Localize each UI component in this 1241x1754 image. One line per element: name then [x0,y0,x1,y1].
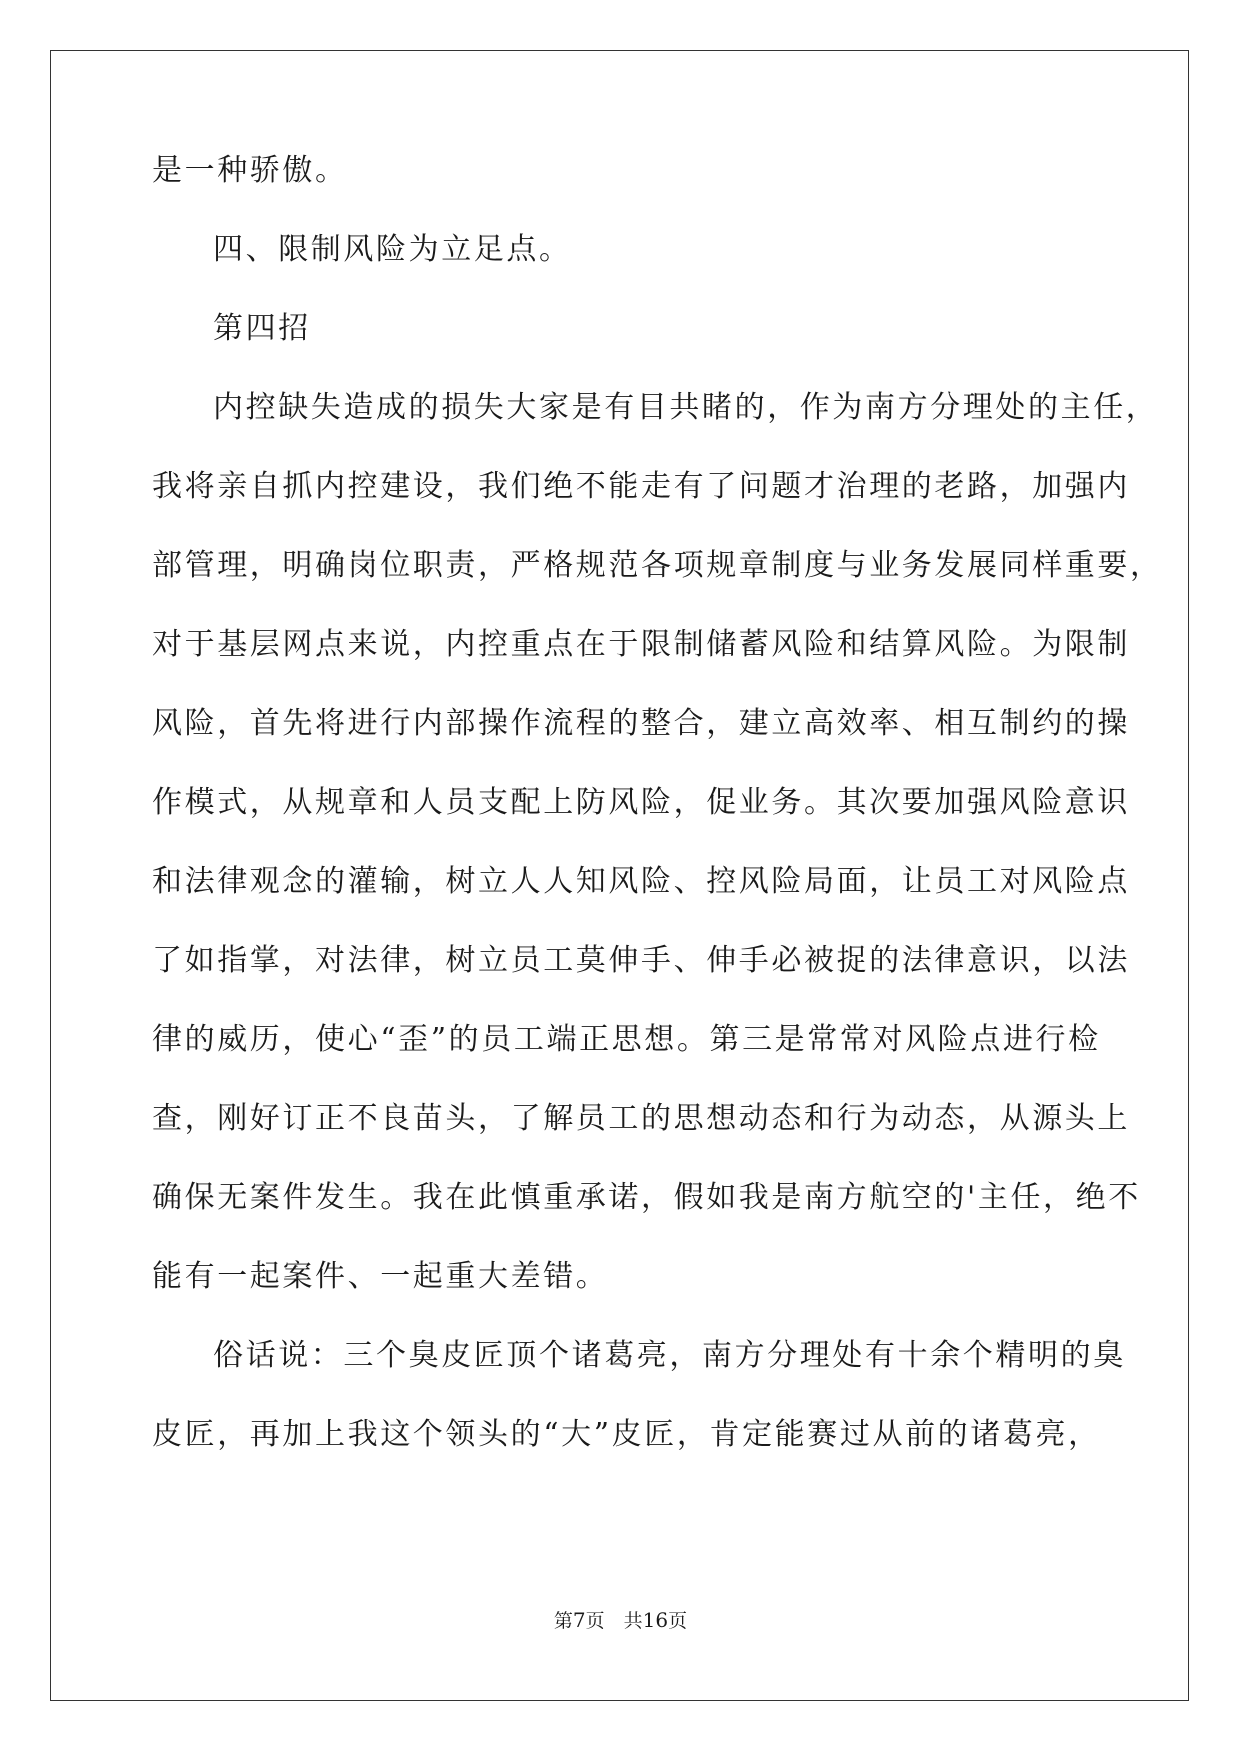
text-line: 内控缺失造成的损失大家是有目共睹的，作为南方分理处的主任， [213,390,1159,425]
text-line: 查，刚好订正不良苗头，了解员工的思想动态和行为动态，从源头上 [152,1101,1130,1136]
text-line: 律的威历，使心“歪”的员工端正思想。第三是常常对风险点进行检 [152,1022,1101,1057]
text-line: 能有一起案件、一起重大差错。 [152,1259,609,1294]
text-line: 作模式，从规章和人员支配上防风险，促业务。其次要加强风险意识 [152,785,1130,820]
footer-prefix: 第 [553,1610,573,1632]
text-line: 和法律观念的灌输，树立人人知风险、控风险局面，让员工对风险点 [152,864,1130,899]
total-page-number: 16 [642,1608,669,1632]
subheading: 第四招 [213,311,311,346]
section-heading: 四、限制风险为立足点。 [213,232,572,267]
text-line: 皮匠，再加上我这个领头的“大”皮匠，肯定能赛过从前的诸葛亮， [152,1417,1101,1452]
page-footer [0,1608,1241,1633]
text-line: 风险，首先将进行内部操作流程的整合，建立高效率、相互制约的操 [152,706,1130,741]
text-line: 了如指掌，对法律，树立员工莫伸手、伸手必被捉的法律意识，以法 [152,943,1130,978]
text-line: 对于基层网点来说，内控重点在于限制储蓄风险和结算风险。为限制 [152,627,1130,662]
footer-middle: 页 共 [585,1610,643,1632]
text-line: 我将亲自抓内控建设，我们绝不能走有了问题才治理的老路，加强内 [152,469,1130,504]
footer-suffix: 页 [668,1610,688,1632]
text-line: 是一种骄傲。 [152,153,348,188]
text-line: 确保无案件发生。我在此慎重承诺，假如我是南方航空的'主任，绝不 [152,1180,1141,1215]
current-page-number: 7 [572,1608,586,1632]
text-line: 俗话说：三个臭皮匠顶个诸葛亮，南方分理处有十余个精明的臭 [213,1338,1126,1373]
text-line: 部管理，明确岗位职责，严格规范各项规章制度与业务发展同样重要， [152,548,1163,583]
